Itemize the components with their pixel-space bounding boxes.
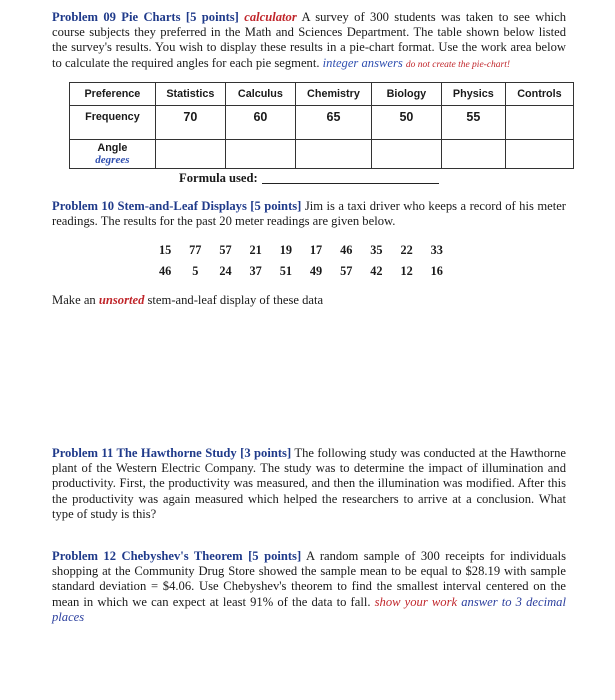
table-header-cell: Statistics	[155, 83, 225, 106]
problem-09-note-no-chart: do not create the pie-chart!	[405, 59, 511, 70]
preference-table	[69, 82, 574, 169]
angle-unit: degrees	[95, 154, 130, 166]
problem-10-instruction	[52, 293, 566, 308]
problem-12-body: A random sample of 300 receipts for individuals shopping at the Community Drug Store showed the sample mean to be equal to $28.19 with sample standard deviation = $4.06. Use Chebyshev's theorem to find the smallest interval centered on the mean in which we can expect at least 91% of the data to fall.	[52, 549, 566, 609]
problem-12-title: Problem 12 Chebyshev's Theorem [5 points]	[52, 549, 302, 563]
meter-reading: 33	[430, 243, 443, 257]
meter-reading: 5	[192, 264, 199, 278]
meter-readings-row-1	[150, 243, 452, 258]
instruction-suffix: stem-and-leaf display of these data	[147, 293, 324, 307]
angle-answer-cell[interactable]	[225, 140, 295, 169]
meter-reading: 57	[340, 264, 353, 278]
table-header-cell: Chemistry	[295, 83, 371, 106]
problem-09-body: A survey of 300 students was taken to see which course subjects they preferred in the Math and Sciences Department. The table shown below listed the survey's results. You wish to display these results in a pie-chart format. Use the work area below to calculate the required angles for each pie segment.	[52, 10, 566, 70]
meter-reading: 57	[219, 243, 232, 257]
meter-reading: 46	[158, 264, 172, 278]
meter-reading: 46	[340, 243, 353, 257]
problem-10-body: Jim is a taxi driver who keeps a record of his meter readings. The results for the past 20 meter readings are given below.	[52, 199, 566, 229]
meter-reading: 35	[370, 243, 383, 257]
problem-12	[52, 549, 566, 625]
angle-answer-cell[interactable]	[505, 140, 573, 169]
meter-reading: 49	[309, 264, 323, 278]
table-header-cell: Calculus	[225, 83, 295, 106]
problem-11	[52, 446, 566, 522]
meter-reading: 17	[309, 243, 323, 257]
problem-09-title: Problem 09 Pie Charts [5 points]	[52, 10, 239, 24]
problem-12-note-work: show your work	[374, 594, 458, 609]
table-header-row	[70, 83, 574, 106]
problem-11-title: Problem 11 The Hawthorne Study [3 points]	[52, 446, 292, 460]
angle-answer-cell[interactable]	[295, 140, 371, 169]
angle-answer-cell[interactable]	[372, 140, 442, 169]
angle-answer-cell[interactable]	[155, 140, 225, 169]
formula-label: Formula used:	[179, 171, 258, 185]
frequency-cell: 50	[372, 106, 442, 140]
problem-10-title: Problem 10 Stem-and-Leaf Displays [5 points]	[52, 199, 302, 213]
meter-readings-row-2	[150, 264, 452, 279]
frequency-cell: 65	[295, 106, 371, 140]
formula-answer-line[interactable]	[262, 183, 439, 184]
table-header-cell: Controls	[505, 83, 573, 106]
meter-reading: 12	[400, 264, 413, 278]
table-header-cell: Biology	[372, 83, 442, 106]
problem-12-note-precision: answer to 3 decimal places	[52, 594, 566, 624]
problem-09-note-integer: integer answers	[322, 55, 403, 70]
table-row-angle	[70, 140, 574, 169]
meter-reading: 24	[219, 264, 232, 278]
meter-reading: 15	[158, 243, 172, 257]
frequency-label: Frequency	[70, 106, 156, 140]
instruction-emphasis: unsorted	[98, 293, 145, 307]
problem-11-body: The following study was conducted at the Hawthorne plant of the Western Electric Company. The study was to determine the impact of illumination and productivity. First, the productivity was measured, and then the illumination was modified. After this the productivity was again measured which helped the researchers to arrive at a conclusion. What type of study is this?	[52, 446, 567, 521]
frequency-cell: 55	[441, 106, 505, 140]
meter-reading: 51	[279, 264, 292, 278]
frequency-cell: 70	[155, 106, 225, 140]
table-header-cell: Physics	[441, 83, 505, 106]
instruction-prefix: Make an	[52, 293, 96, 307]
meter-reading: 37	[249, 264, 262, 278]
problem-09-tag: calculator	[244, 10, 297, 24]
meter-reading: 16	[430, 264, 443, 278]
frequency-cell: 60	[225, 106, 295, 140]
angle-label: Angle	[97, 142, 128, 154]
meter-reading: 77	[189, 243, 202, 257]
meter-reading: 42	[370, 264, 383, 278]
problem-09	[52, 10, 566, 73]
meter-reading: 21	[249, 243, 262, 257]
angle-answer-cell[interactable]	[441, 140, 505, 169]
problem-10	[52, 199, 566, 229]
meter-reading: 19	[279, 243, 292, 257]
meter-reading: 22	[400, 243, 413, 257]
table-row-frequency	[70, 106, 574, 140]
angle-label-cell	[70, 140, 156, 169]
table-header-cell: Preference	[70, 83, 156, 106]
frequency-cell	[505, 106, 573, 140]
